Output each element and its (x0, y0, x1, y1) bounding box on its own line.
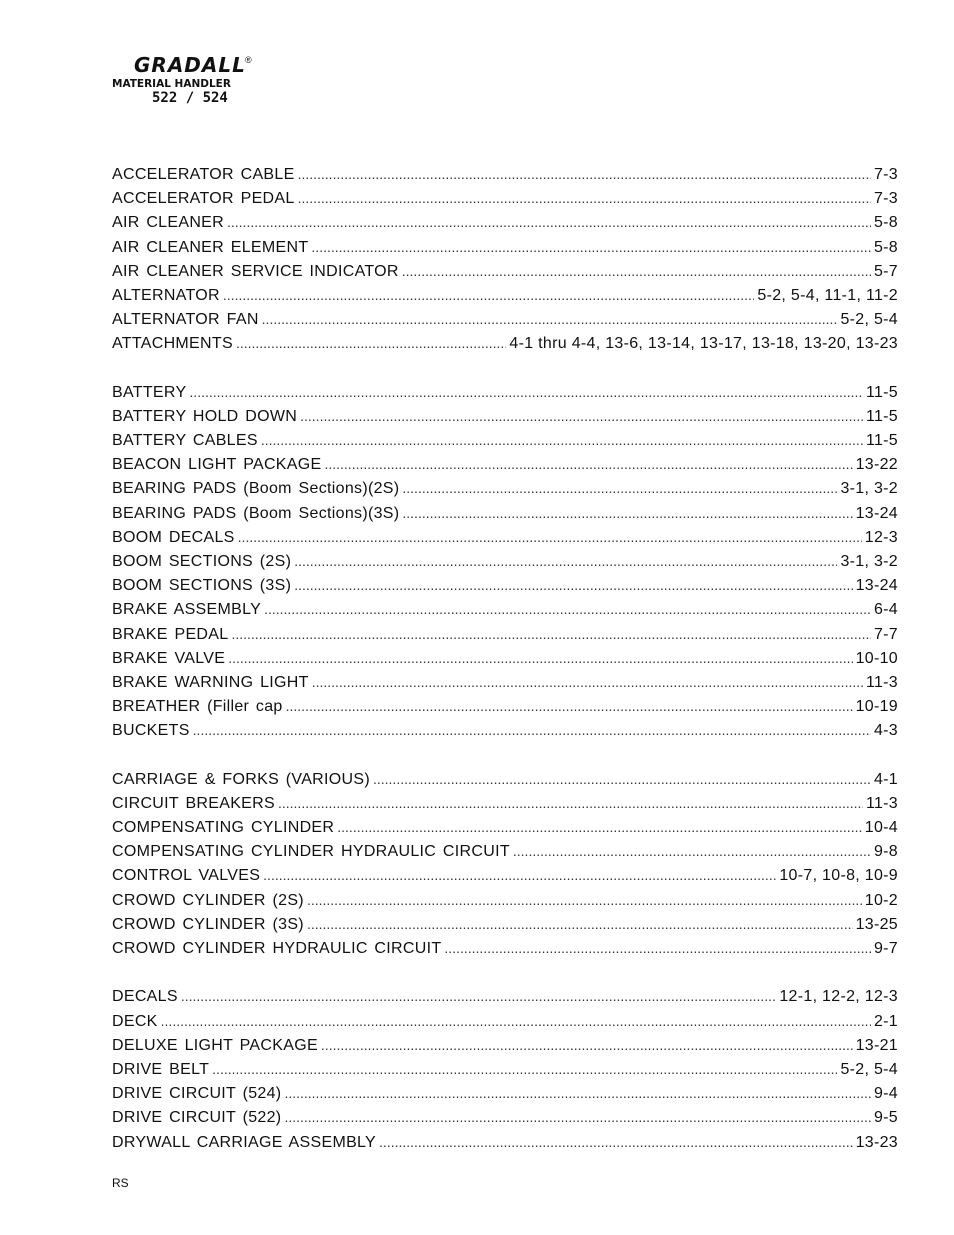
index-entry (112, 1033, 898, 1057)
page-footer: RS (112, 1176, 129, 1190)
dot-leader (294, 573, 852, 597)
index-entry (112, 549, 898, 573)
entry-page-ref: 10-2 (864, 891, 898, 909)
entry-name: BATTERY (112, 383, 187, 401)
entry-name: CROWD CYLINDER (3S) (112, 915, 304, 933)
index-entry (112, 428, 898, 452)
entry-page-ref: 7-7 (873, 625, 898, 643)
index-entry (112, 912, 898, 936)
dot-leader (286, 694, 853, 718)
index-entry (112, 525, 898, 549)
entry-name: DECK (112, 1012, 158, 1030)
entry-name: BEACON LIGHT PACKAGE (112, 456, 322, 474)
entry-name: BRAKE VALVE (112, 649, 226, 667)
entry-name: BOOM SECTIONS (2S) (112, 553, 292, 570)
dot-leader (402, 259, 871, 283)
entry-page-ref: 13-24 (855, 577, 898, 595)
logo-subtitle: MATERIAL HANDLER (112, 78, 231, 90)
entry-name: COMPENSATING CYLINDER HYDRAULIC CIRCUIT (112, 843, 510, 861)
entry-page-ref: 13-22 (855, 456, 898, 474)
entry-page-ref: 3-1, 3-2 (840, 553, 898, 570)
dot-leader (278, 791, 863, 815)
entry-name: ATTACHMENTS (112, 335, 233, 353)
index-entry (112, 235, 898, 259)
dot-leader (181, 984, 777, 1008)
entry-page-ref: 11-5 (865, 432, 898, 450)
entry-name: DRIVE CIRCUIT (524) (112, 1085, 282, 1103)
entry-page-ref: 11-3 (865, 673, 898, 691)
index-entry (112, 718, 898, 742)
dot-leader (311, 235, 871, 259)
entry-page-ref: 9-5 (873, 1109, 898, 1127)
entry-page-ref: 5-8 (873, 214, 898, 232)
entry-page-ref: 13-25 (855, 915, 898, 933)
entry-page-ref: 13-23 (855, 1133, 898, 1151)
index-entry (112, 670, 898, 694)
dot-leader (373, 767, 871, 791)
entry-page-ref: 12-3 (864, 528, 898, 546)
dot-leader (236, 331, 506, 355)
dot-leader (212, 1057, 837, 1081)
index-entry (112, 1130, 898, 1154)
index-group (112, 380, 898, 743)
entry-name: BRAKE WARNING LIGHT (112, 673, 309, 691)
dot-leader (337, 815, 862, 839)
index-group (112, 984, 898, 1153)
entry-name: BOOM DECALS (112, 528, 235, 546)
entry-page-ref: 5-2, 5-4 (840, 1060, 898, 1078)
entry-page-ref: 10-4 (864, 819, 898, 837)
entry-page-ref: 9-8 (873, 843, 898, 861)
entry-page-ref: 10-10 (855, 649, 898, 667)
dot-leader (227, 210, 871, 234)
entry-name: BUCKETS (112, 722, 190, 740)
entry-name: DECALS (112, 988, 178, 1006)
dot-leader (261, 428, 863, 452)
logo-models: 522 / 524 (152, 90, 228, 106)
alphabetical-index (112, 162, 898, 1178)
index-group (112, 767, 898, 961)
dot-leader (402, 476, 837, 500)
entry-name: BEARING PADS (Boom Sections)(2S) (112, 480, 400, 498)
index-entry (112, 307, 898, 331)
entry-page-ref: 11-5 (865, 383, 898, 401)
entry-name: DELUXE LIGHT PACKAGE (112, 1036, 318, 1054)
entry-page-ref: 11-3 (865, 794, 898, 812)
index-entry (112, 404, 898, 428)
entry-page-ref: 5-8 (873, 238, 898, 256)
dot-leader (300, 404, 863, 428)
entry-page-ref: 10-7, 10-8, 10-9 (779, 867, 898, 885)
dot-leader (298, 186, 871, 210)
entry-page-ref: 5-2, 5-4 (840, 311, 898, 329)
index-entry (112, 767, 898, 791)
entry-name: BOOM SECTIONS (3S) (112, 577, 292, 595)
index-entry (112, 380, 898, 404)
entry-name: CIRCUIT BREAKERS (112, 794, 275, 812)
entry-page-ref: 13-24 (855, 504, 898, 522)
entry-name: DRIVE CIRCUIT (522) (112, 1109, 282, 1127)
index-entry (112, 501, 898, 525)
entry-name: BEARING PADS (Boom Sections)(3S) (112, 504, 400, 522)
index-entry (112, 1081, 898, 1105)
entry-name: ALTERNATOR (112, 286, 220, 304)
dot-leader (189, 380, 863, 404)
dot-leader (312, 670, 863, 694)
dot-leader (284, 1105, 871, 1129)
dot-leader (223, 283, 755, 307)
entry-page-ref: 9-4 (873, 1085, 898, 1103)
entry-name: ALTERNATOR FAN (112, 311, 259, 329)
logo-brand: GRADALL (134, 53, 246, 77)
entry-name: CROWD CYLINDER (2S) (112, 891, 304, 909)
entry-page-ref: 6-4 (873, 601, 898, 619)
index-entry (112, 452, 898, 476)
entry-page-ref: 12-1, 12-2, 12-3 (779, 988, 898, 1006)
dot-leader (294, 549, 837, 573)
entry-page-ref: 4-1 (873, 770, 898, 788)
entry-page-ref: 5-2, 5-4, 11-1, 11-2 (757, 286, 898, 304)
dot-leader (228, 646, 852, 670)
entry-page-ref: 10-19 (855, 698, 898, 716)
index-entry (112, 162, 898, 186)
entry-name: BATTERY CABLES (112, 432, 258, 450)
index-entry (112, 186, 898, 210)
entry-page-ref: 5-7 (873, 262, 898, 280)
entry-name: ACCELERATOR PEDAL (112, 190, 295, 208)
index-entry (112, 622, 898, 646)
entry-page-ref: 4-3 (873, 722, 898, 740)
index-entry (112, 791, 898, 815)
dot-leader (263, 863, 776, 887)
entry-name: CONTROL VALVES (112, 867, 261, 885)
index-entry (112, 573, 898, 597)
index-entry (112, 476, 898, 500)
index-entry (112, 1105, 898, 1129)
dot-leader (307, 912, 853, 936)
entry-name: AIR CLEANER SERVICE INDICATOR (112, 262, 399, 280)
index-entry (112, 863, 898, 887)
registered-mark: ® (245, 55, 252, 65)
index-entry (112, 283, 898, 307)
dot-leader (402, 501, 852, 525)
index-entry (112, 1009, 898, 1033)
index-entry (112, 694, 898, 718)
index-entry (112, 1057, 898, 1081)
index-entry (112, 839, 898, 863)
entry-page-ref: 7-3 (873, 166, 898, 183)
dot-leader (298, 162, 871, 186)
entry-page-ref: 4-1 thru 4-4, 13-6, 13-14, 13-17, 13-18, 13-20, 13-23 (509, 335, 898, 353)
entry-page-ref: 9-7 (873, 940, 898, 957)
entry-name: AIR CLEANER (112, 214, 224, 232)
dot-leader (161, 1009, 871, 1033)
index-entry (112, 259, 898, 283)
index-entry (112, 597, 898, 621)
entry-name: DRIVE BELT (112, 1060, 210, 1078)
index-entry (112, 984, 898, 1008)
dot-leader (321, 1033, 853, 1057)
dot-leader (231, 622, 871, 646)
entry-name: BRAKE ASSEMBLY (112, 601, 262, 619)
entry-name: CARRIAGE & FORKS (VARIOUS) (112, 770, 370, 788)
entry-name: CROWD CYLINDER HYDRAULIC CIRCUIT (112, 940, 442, 957)
entry-page-ref: 13-21 (855, 1036, 898, 1054)
index-entry (112, 936, 898, 960)
dot-leader (307, 888, 862, 912)
dot-leader (284, 1081, 871, 1105)
dot-leader (444, 936, 871, 960)
entry-page-ref: 7-3 (873, 190, 898, 208)
entry-name: BREATHER (Filler cap (112, 698, 283, 716)
index-entry (112, 815, 898, 839)
index-entry (112, 210, 898, 234)
dot-leader (238, 525, 862, 549)
entry-name: DRYWALL CARRIAGE ASSEMBLY (112, 1133, 377, 1151)
entry-name: COMPENSATING CYLINDER (112, 819, 335, 837)
index-entry (112, 888, 898, 912)
entry-name: ACCELERATOR CABLE (112, 166, 295, 183)
dot-leader (324, 452, 852, 476)
entry-page-ref: 3-1, 3-2 (840, 480, 898, 498)
dot-leader (513, 839, 871, 863)
entry-name: BRAKE PEDAL (112, 625, 229, 643)
dot-leader (264, 597, 871, 621)
dot-leader (262, 307, 838, 331)
index-entry (112, 646, 898, 670)
entry-name: AIR CLEANER ELEMENT (112, 238, 309, 256)
entry-name: BATTERY HOLD DOWN (112, 407, 298, 425)
index-group (112, 162, 898, 356)
entry-page-ref: 11-5 (865, 407, 898, 425)
dot-leader (379, 1130, 853, 1154)
index-entry (112, 331, 898, 355)
dot-leader (193, 718, 871, 742)
entry-page-ref: 2-1 (873, 1012, 898, 1030)
